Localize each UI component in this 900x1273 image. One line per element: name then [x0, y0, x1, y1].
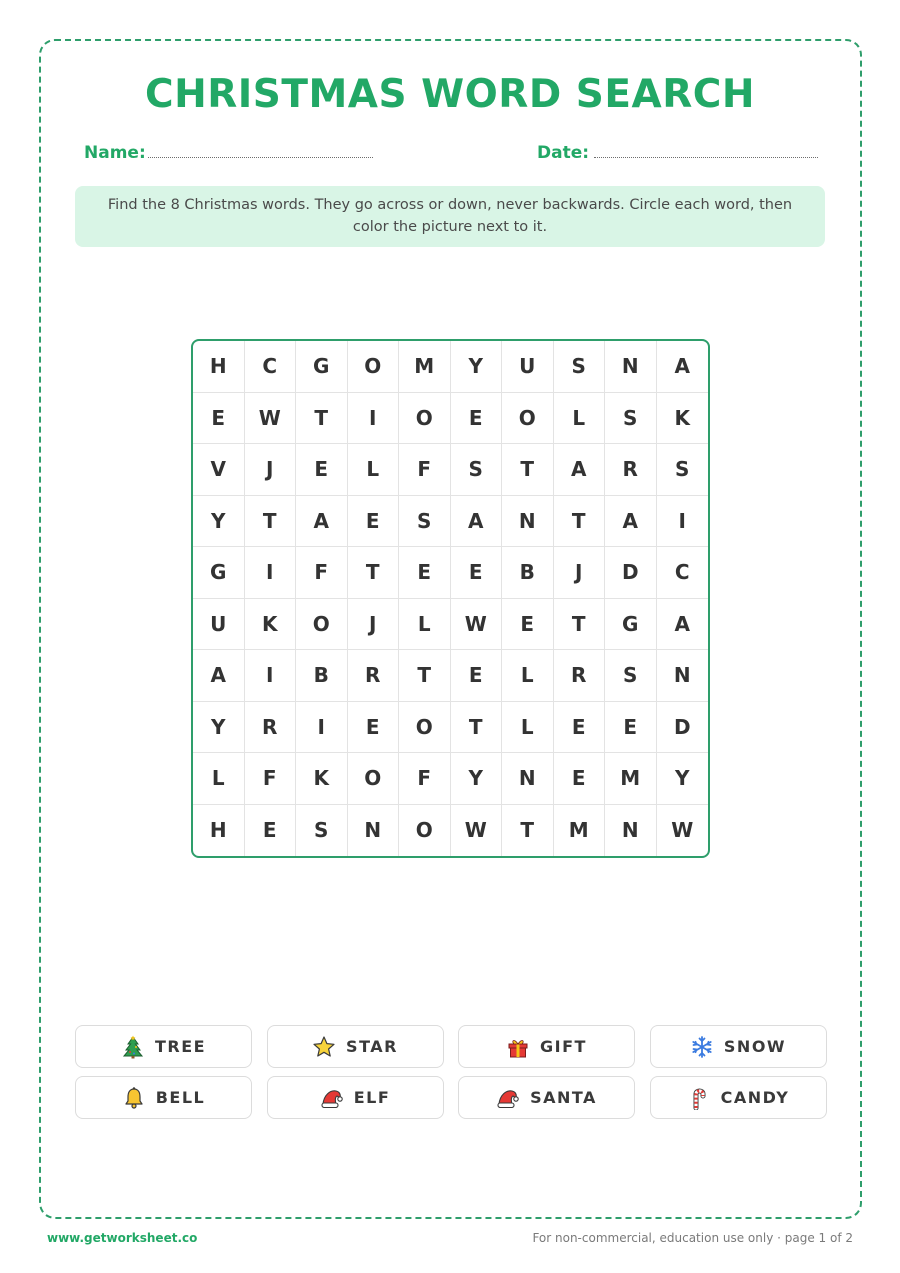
grid-cell[interactable]: E: [605, 702, 657, 754]
grid-cell[interactable]: C: [245, 341, 297, 393]
grid-cell[interactable]: A: [605, 496, 657, 548]
grid-cell[interactable]: F: [399, 753, 451, 805]
word-search-grid: [191, 339, 710, 858]
grid-cell[interactable]: T: [296, 393, 348, 445]
word-bank: [75, 1025, 825, 1119]
grid-cell[interactable]: O: [399, 393, 451, 445]
grid-cell[interactable]: O: [502, 393, 554, 445]
grid-cell[interactable]: J: [348, 599, 400, 651]
word-card-tree[interactable]: [75, 1025, 252, 1068]
grid-cell[interactable]: R: [554, 650, 606, 702]
grid-cell[interactable]: S: [605, 650, 657, 702]
grid-cell[interactable]: N: [605, 805, 657, 857]
grid-cell[interactable]: K: [245, 599, 297, 651]
word-card-snow[interactable]: [650, 1025, 827, 1068]
footer-website: www.getworksheet.co: [47, 1231, 198, 1245]
grid-cell[interactable]: M: [554, 805, 606, 857]
grid-cell[interactable]: R: [348, 650, 400, 702]
grid-cell[interactable]: J: [554, 547, 606, 599]
grid-cell[interactable]: O: [296, 599, 348, 651]
grid-cell[interactable]: O: [348, 753, 400, 805]
grid-cell[interactable]: N: [502, 753, 554, 805]
grid-cell[interactable]: A: [451, 496, 503, 548]
word-label: TREE: [154, 1037, 207, 1056]
grid-cell[interactable]: I: [245, 650, 297, 702]
grid-cell[interactable]: M: [605, 753, 657, 805]
grid-cell[interactable]: O: [399, 805, 451, 857]
grid-cell[interactable]: T: [554, 496, 606, 548]
word-card-candy[interactable]: [650, 1076, 827, 1119]
grid-cell[interactable]: T: [348, 547, 400, 599]
grid-cell[interactable]: E: [399, 547, 451, 599]
page-title: CHRISTMAS WORD SEARCH: [144, 72, 755, 117]
grid-cell[interactable]: A: [193, 650, 245, 702]
grid-cell[interactable]: I: [245, 547, 297, 599]
grid-cell[interactable]: N: [348, 805, 400, 857]
grid-cell[interactable]: L: [193, 753, 245, 805]
grid-cell[interactable]: S: [605, 393, 657, 445]
grid-cell[interactable]: O: [348, 341, 400, 393]
instructions-box: Find the 8 Christmas words. They go across or down, never backwards. Circle each word, then color the picture next to it.: [75, 186, 825, 247]
grid-cell[interactable]: Y: [193, 496, 245, 548]
grid-cell[interactable]: N: [605, 341, 657, 393]
grid-cell[interactable]: S: [554, 341, 606, 393]
word-card-bell[interactable]: [75, 1076, 252, 1119]
name-label: Name:: [84, 143, 146, 163]
word-label: STAR: [346, 1037, 398, 1056]
grid-cell[interactable]: L: [399, 599, 451, 651]
grid-cell[interactable]: W: [451, 805, 503, 857]
grid-cell[interactable]: V: [193, 444, 245, 496]
date-field[interactable]: [594, 157, 818, 158]
bell-icon: [122, 1086, 146, 1110]
grid-cell[interactable]: T: [399, 650, 451, 702]
grid-cell[interactable]: I: [348, 393, 400, 445]
grid-cell[interactable]: E: [296, 444, 348, 496]
grid-cell[interactable]: E: [451, 547, 503, 599]
grid-cell[interactable]: A: [657, 341, 709, 393]
word-card-elf[interactable]: [267, 1076, 444, 1119]
grid-cell[interactable]: E: [451, 650, 503, 702]
date-label: Date:: [537, 143, 590, 163]
word-label: GIFT: [540, 1037, 587, 1056]
christmas-tree-icon: [121, 1035, 145, 1059]
word-label: SANTA: [530, 1088, 597, 1107]
gift-icon: [506, 1035, 530, 1059]
grid-cell[interactable]: K: [657, 393, 709, 445]
grid-cell[interactable]: S: [296, 805, 348, 857]
grid-cell[interactable]: U: [193, 599, 245, 651]
grid-cell[interactable]: N: [657, 650, 709, 702]
grid-cell[interactable]: F: [296, 547, 348, 599]
grid-cell[interactable]: E: [348, 702, 400, 754]
word-card-star[interactable]: [267, 1025, 444, 1068]
grid-cell[interactable]: R: [245, 702, 297, 754]
santa-hat-icon: [320, 1086, 344, 1110]
grid-cell[interactable]: L: [554, 393, 606, 445]
grid-cell[interactable]: I: [657, 496, 709, 548]
grid-cell[interactable]: L: [502, 650, 554, 702]
santa-hat-icon: [496, 1086, 520, 1110]
grid-cell[interactable]: E: [245, 805, 297, 857]
word-card-gift[interactable]: [458, 1025, 635, 1068]
grid-cell[interactable]: M: [399, 341, 451, 393]
grid-cell[interactable]: K: [296, 753, 348, 805]
name-field[interactable]: [148, 157, 373, 158]
star-icon: [312, 1035, 336, 1059]
grid-cell[interactable]: Y: [451, 341, 503, 393]
grid-cell[interactable]: T: [245, 496, 297, 548]
grid-cell[interactable]: G: [605, 599, 657, 651]
grid-cell[interactable]: N: [502, 496, 554, 548]
grid-cell[interactable]: E: [451, 393, 503, 445]
grid-cell[interactable]: I: [296, 702, 348, 754]
grid-cell[interactable]: F: [245, 753, 297, 805]
grid-cell[interactable]: Y: [193, 702, 245, 754]
grid-cell[interactable]: E: [502, 599, 554, 651]
grid-cell[interactable]: Y: [657, 753, 709, 805]
grid-cell[interactable]: T: [554, 599, 606, 651]
grid-cell[interactable]: W: [451, 599, 503, 651]
grid-cell[interactable]: O: [399, 702, 451, 754]
grid-cell[interactable]: J: [245, 444, 297, 496]
grid-cell[interactable]: G: [193, 547, 245, 599]
word-label: CANDY: [720, 1088, 790, 1107]
word-label: SNOW: [723, 1037, 787, 1056]
grid-cell[interactable]: C: [657, 547, 709, 599]
grid-cell[interactable]: S: [451, 444, 503, 496]
candy-cane-icon: [687, 1086, 711, 1110]
grid-cell[interactable]: G: [296, 341, 348, 393]
grid-cell[interactable]: U: [502, 341, 554, 393]
grid-cell[interactable]: T: [451, 702, 503, 754]
word-label: BELL: [155, 1088, 206, 1107]
grid-cell[interactable]: E: [554, 702, 606, 754]
grid-cell[interactable]: D: [605, 547, 657, 599]
grid-cell[interactable]: H: [193, 805, 245, 857]
grid-cell[interactable]: E: [193, 393, 245, 445]
grid-cell[interactable]: S: [657, 444, 709, 496]
grid-cell[interactable]: T: [502, 805, 554, 857]
grid-cell[interactable]: W: [671, 818, 694, 843]
grid-cell[interactable]: R: [605, 444, 657, 496]
grid-cell[interactable]: D: [657, 702, 709, 754]
grid-cell[interactable]: F: [399, 444, 451, 496]
grid-cell[interactable]: E: [554, 753, 606, 805]
snowflake-icon: [690, 1035, 714, 1059]
grid-cell[interactable]: A: [296, 496, 348, 548]
word-card-santa[interactable]: [458, 1076, 635, 1119]
grid-cell[interactable]: B: [296, 650, 348, 702]
grid-cell[interactable]: H: [193, 341, 245, 393]
grid-cell[interactable]: Y: [451, 753, 503, 805]
grid-cell[interactable]: L: [348, 444, 400, 496]
grid-cell[interactable]: S: [399, 496, 451, 548]
grid-cell[interactable]: W: [245, 393, 297, 445]
grid-cell[interactable]: A: [657, 599, 709, 651]
grid-cell[interactable]: A: [554, 444, 606, 496]
grid-cell[interactable]: B: [502, 547, 554, 599]
footer-note: For non-commercial, education use only · page 1 of 2: [532, 1231, 853, 1245]
grid-cell[interactable]: L: [502, 702, 554, 754]
word-label: ELF: [353, 1088, 391, 1107]
grid-cell[interactable]: E: [348, 496, 400, 548]
grid-cell[interactable]: T: [502, 444, 554, 496]
